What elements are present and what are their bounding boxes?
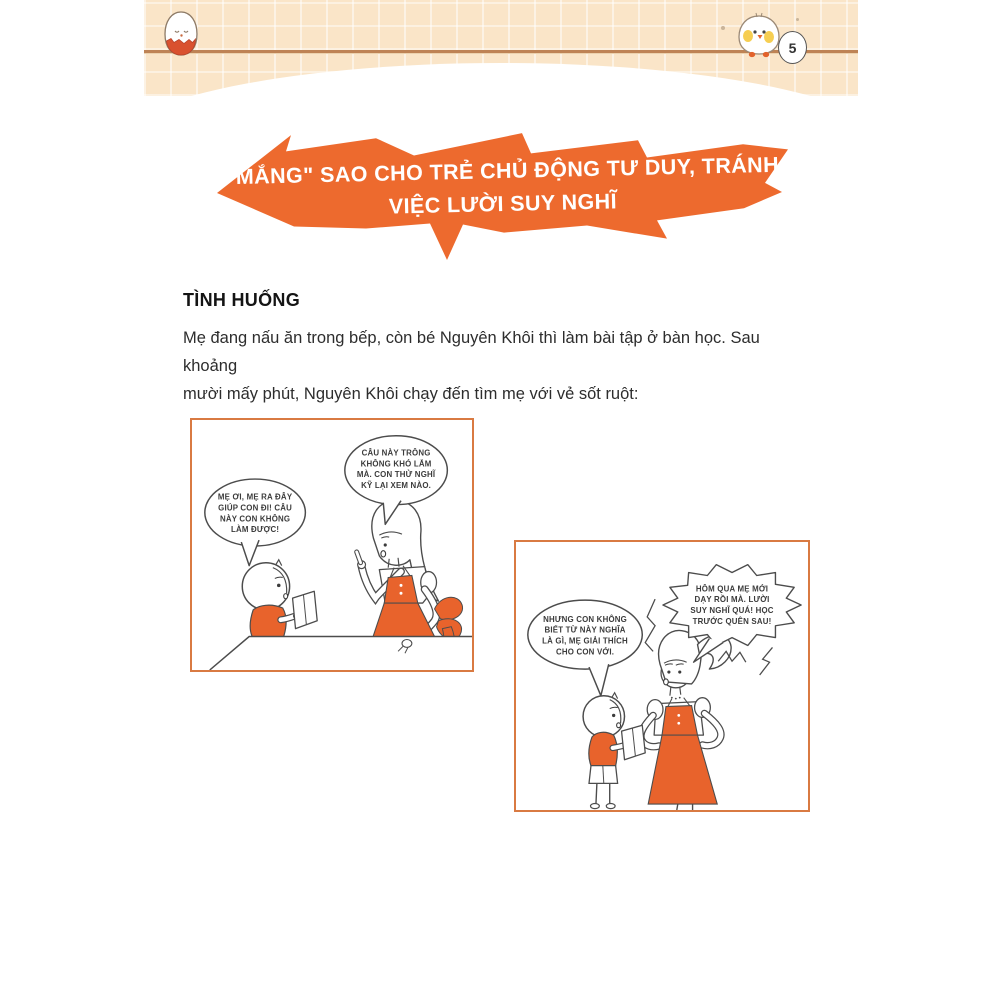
bubble-line: GIÚP CON ĐI! CÂU [218, 503, 293, 513]
bubble-line: BIẾT TỪ NÀY NGHĨA [544, 625, 626, 635]
bubble-line: SUY NGHĨ QUÁ! HỌC [690, 605, 774, 615]
bubble-line: KỸ LẠI XEM NÀO. [361, 480, 432, 490]
boy-figure [242, 560, 317, 637]
boy-figure [583, 693, 645, 809]
bubble-line: HÔM QUA MẸ MỚI [695, 584, 769, 594]
book-page [144, 0, 858, 988]
decor-dot [796, 18, 799, 21]
bubble-line: CÂU NÀY TRÔNG [361, 448, 431, 458]
bubble-line: MÀ. CON THỬ NGHĨ [356, 470, 436, 480]
page-number: 5 [788, 39, 797, 56]
speech-bubble-boy [205, 479, 306, 566]
anger-zigzag [645, 599, 655, 651]
chapter-title-line2: VIỆC LƯỜI SUY NGHĨ [388, 189, 618, 219]
mascot-chick-icon [733, 12, 785, 58]
chapter-title [215, 110, 789, 267]
speech-bubble-boy [528, 600, 642, 696]
comic-panel-1 [190, 418, 474, 672]
comic-panel-2-art [516, 542, 808, 810]
chapter-title-banner [217, 124, 788, 260]
bubble-line: DẠY RỒI MÀ. LƯỜI [694, 595, 770, 605]
kitchen-counter [210, 637, 472, 670]
section-body [183, 324, 813, 408]
bubble-line: LÀM ĐƯỢC! [230, 525, 280, 535]
mascot-egg-icon [161, 10, 201, 58]
section-heading: TÌNH HUỐNG [183, 290, 300, 310]
bubble-line: NHƯNG CON KHÔNG [543, 614, 628, 624]
comic-panel-2 [514, 540, 810, 812]
page-number-badge [778, 31, 807, 64]
bubble-line: KHÔNG KHÓ LẮM [360, 459, 432, 469]
bubble-line: NÀY CON KHÔNG [219, 514, 291, 524]
anger-zigzag [760, 647, 773, 675]
decor-dot [721, 26, 725, 30]
bubble-line: MẸ ƠI, MẸ RA ĐÂY [217, 492, 293, 502]
mom-figure [641, 630, 731, 810]
chapter-title-line1: "MẮNG" SAO CHO TRẺ CHỦ ĐỘNG TƯ DUY, TRÁNH [224, 152, 780, 190]
body-line-2: mười mấy phút, Nguyên Khôi chạy đến tìm mẹ với vẻ sốt ruột: [183, 385, 639, 403]
bubble-line: CHO CON VỚI. [555, 647, 615, 657]
body-line-1: Mẹ đang nấu ăn trong bếp, còn bé Nguyên Khôi thì làm bài tập ở bàn học. Sau khoảng [183, 329, 760, 375]
bubble-line: TRƯỚC QUÊN SAU! [692, 616, 772, 626]
header-curve [144, 63, 858, 96]
page-header [144, 0, 858, 96]
comic-panel-1-art [192, 420, 472, 670]
bubble-line: LÀ GÌ, MẸ GIẢI THÍCH [542, 636, 628, 646]
